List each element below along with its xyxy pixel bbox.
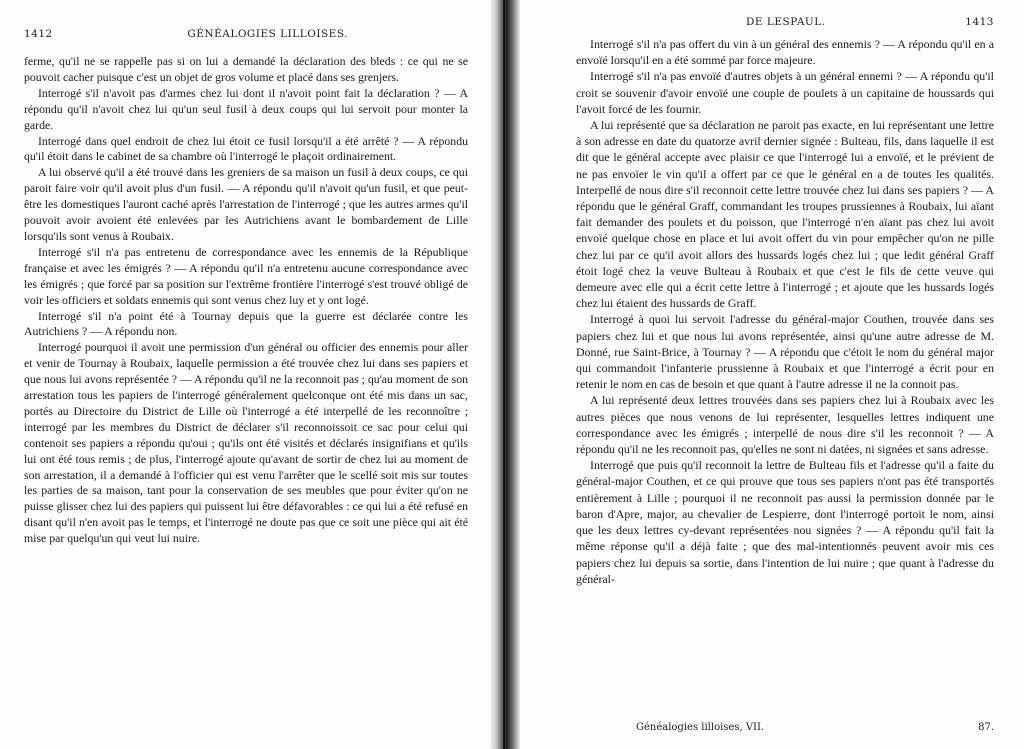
left-page-number: 1412 [24,28,53,40]
paragraph: Interrogé pourquoi il avoit une permission d'un général ou officier des ennemis pour aller et venir de Tournay à Roubaix, laquelle permission a été trouvée chez lui dans ses papiers et que nous lui avons représentée ? — A répondu qu'il ne la reconnoit pas ; qu'au moment de son arrestation tous les papiers de l'interrogé généralement quelconque ont été mis dans un sac, portés au Directoire du District de Lille où l'interrogé a été interpellé de les reconnoître ; interrogé par les membres du District de déclarer s'il reconnoissoit ce sac pour celui qui contenoit ses papiers a répondu qu'oui ; qu'ils ont été visités et déclarés insignifians et qu'ils lui ont été tous remis ; de plus, l'interrogé ajoute qu'avant de sortir de chez lui au moment de son arrestation, il a demandé à l'officier qui est venu l'arrêter que le scellé soit mis sur toutes les parties de sa maison, tant pour la conservation de ses meubles que pour éviter qu'on ne puisse glisser chez lui des papiers qui puissent lui être défavorables : ce qui lui a été refusé en disant qu'il n'en avoit pas le temps, et l'interrogé ne doute pas que ce soit une pièce qui ait été mise par quelqu'un qui veut lui nuire. [24,340,468,546]
paragraph: A lui observé qu'il a été trouvé dans les greniers de sa maison un fusil à deux coups, ce qui paroit faire voir qu'il avoit plus d'un fusil. — A répondu qu'il n'avoit qu'un fusil, et que peut-être les domestiques l'auront caché après l'arrestation de l'interrogé ; que les autres armes qu'il pouvoit avoir avoient été enlevées par les Autrichiens avant le bombardement de Lille lorsqu'ils sont venus à Roubaix. [24,165,468,243]
left-body-text [24,54,468,547]
paragraph: Interrogé s'il n'avoit pas d'armes chez lui dont il n'avoit point fait la déclaration ? — A répondu qu'il n'avoit chez lui qu'un seul fusil à deux coups qui lui servoit pour monter la garde. [24,85,468,132]
paragraph: A lui représenté deux lettres trouvées dans ses papiers chez lui à Roubaix avec les autres pièces que nous venons de lui représenter, lesquelles lettres indiquent une correspondance avec les émigrés ; interpellé de nous dire s'il les reconnoit ? — A répondu qu'il ne les reconnoit pas, qu'elles ne sont ni datées, ni signées et sans adresse. [576,393,994,457]
right-running-head [576,16,994,28]
book-gutter-shadow [490,0,520,749]
right-body-text [576,36,994,587]
paragraph: Interrogé s'il n'a pas envoïé d'autres objets à un général ennemi ? — A répondu qu'il croit se souvenir d'avoir envoïé une couple de poulets à un capitaine de houssards qui l'avoit forcé de les fournir. [576,69,994,116]
footer-signature: Généalogies lilloises, VII. [636,722,765,733]
right-page-footer [576,722,994,733]
paragraph: ferme, qu'il ne se rappelle pas si on lui a demandé la déclaration des bleds : ce qui ne se pouvoit cacher puisque c'est un objet de gros volume et placé dans ses grenjers. [24,54,468,84]
paragraph: Interrogé s'il n'a point été à Tournay depuis que la guerre est déclarée contre les Autrichiens ? — A répondu non. [24,308,468,339]
paragraph: Interrogé dans quel endroit de chez lui étoit ce fusil lorsqu'il a été arrêté ? — A répondu qu'il étoit dans le cabinet de sa chambre où l'interrogé le plaçoit ordinairement. [24,133,468,164]
paragraph: Interrogé s'il n'a pas offert du vin à un général des ennemis ? — A répondu qu'il en a envoïé lorsqu'il en a été sommé par force majeure. [576,37,994,68]
footer-number: 87. [978,722,994,733]
left-running-title: GÉNÉALOGIES LILLOISES. [187,28,348,40]
left-running-head [24,28,468,40]
paragraph: Interrogé que puis qu'il reconnoit la lettre de Bulteau fils et l'adresse qu'il a faite du général-major Couthen, et ce qui prouve que tous ses papiers n'ont pas été transportés entièrement à Lille ; pourquoi il ne reconnoit pas aussi la permission donnée par le baron d'Apre, major, au chevalier de Lespierre, dont l'interrogé portoit le nom, ainsi que les deux lettres cy-devant représentées nou signées ? — A répondu qu'il fait la même réponse qu'il a déjà faite ; que des mal-intentionnés peuvent avoir mis ces papiers chez lui depuis sa sortie, dans l'intention de lui nuire ; que quant à l'adresse du général- [576,458,994,586]
paragraph: Interrogé s'il n'a pas entretenu de correspondance avec les ennemis de la République française et avec les émigrés ? — A répondu qu'il n'a entretenu aucune correspondance avec les émigrés ; que forcé par sa position sur l'extrême frontière l'interrogé s'est trouvé obligé de voir les officiers et soldats ennemis qui sont venus chez luy et y ont logé. [24,244,468,307]
right-page-number: 1413 [965,16,994,28]
book-spine-line [503,0,505,749]
paragraph: A lui représenté que sa déclaration ne paroit pas exacte, en lui représentant une lettre à son adresse en date du quatorze avril dernier signée : Bulteau, fils, dans laquelle il est dit que le général accepte avec plaisir ce que l'interrogé lui a envoïé, et le prévient de ne pas envoïer le vin qu'il a offert par ce que le général en a de toutes les qualités. Interpellé de nous dire s'il reconnoit cette lettre trouvée chez lui dans ses papiers ? — A répondu que le général Graff, commandant les troupes prussiennes à Roubaix, lui aïant fait demander des poulets et du poisson, que l'interrogé n'en aïant pas chez lui avoit envoïé quelque chose en place et lui avoit offert du vin pour empêcher qu'on ne pille chez lui par ce qu'il avoit allors des hussards logés chez lui ; que ledit général Graff étoit logé chez la veuve Bulteau à Roubaix et que c'est le fils de cette veuve qui demeure avec elle qui a écrit cette lettre à l'interrogé ; et ajoute que les hussards logés chez lui étaient des hussards de Graff. [576,118,994,311]
left-page [0,0,490,749]
right-page [520,0,1024,749]
right-running-title: DE LESPAUL. [746,16,826,28]
paragraph: Interrogé à quoi lui servoit l'adresse du général-major Couthen, trouvée dans ses papiers chez lui et que nous lui avons représentée, ainsi qu'une autre adresse de M. Donné, rue Saint-Brice, à Tournay ? — A répondu que c'étoit le nom du général major qui commandoit l'infanterie prussienne à Roubaix et que l'interrogé a écrit pour en retenir le nom en cas de besoin et que quant à l'autre adresse il ne la connoit pas. [576,312,994,392]
